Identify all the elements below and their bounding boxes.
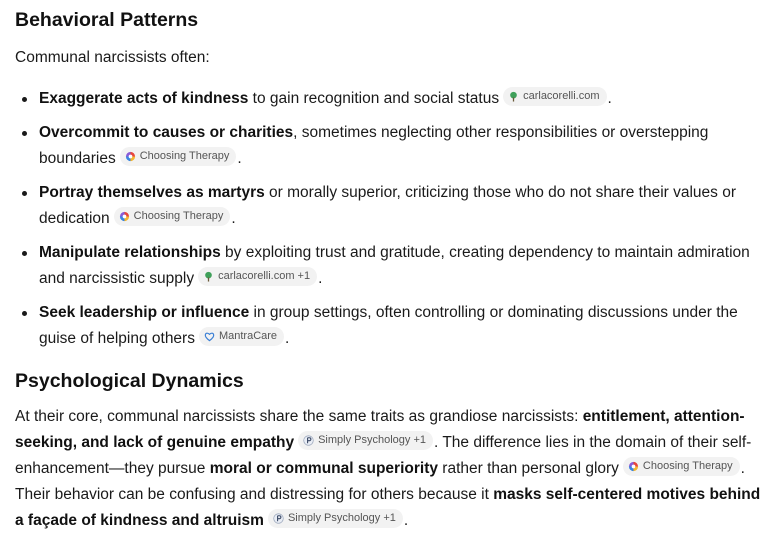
- mantracare-icon: [204, 331, 215, 342]
- item-bold: Exaggerate acts of kindness: [39, 89, 249, 107]
- item-text: in group settings, often controlling or dominating discussions under the guise of helping others: [39, 303, 738, 347]
- source-chip-label: Simply Psychology +1: [318, 434, 426, 447]
- para-bold: masks self-centered motives behind a façade of kindness and altruism: [15, 486, 761, 530]
- item-text: to gain recognition and social status: [248, 89, 500, 107]
- para-text: .: [403, 512, 409, 530]
- item-text: by exploiting trust and gratitude, creating dependency to maintain admiration and narcissistic supply: [39, 243, 750, 287]
- item-bold: Seek leadership or influence: [39, 303, 250, 321]
- choosing-therapy-icon: [119, 211, 130, 222]
- psychological-paragraph: [15, 404, 763, 534]
- choosing-therapy-icon: [125, 151, 136, 162]
- item-bold: Portray themselves as martyrs: [39, 183, 265, 201]
- behavioral-intro: Communal narcissists often:: [15, 49, 210, 67]
- simply-psychology-icon: [273, 513, 284, 524]
- para-text: . Their behavior can be confusing and distressing for others because it: [15, 460, 745, 504]
- simply-psychology-icon: [303, 435, 314, 446]
- para-bold: entitlement, attention-seeking, and lack of genuine empathy: [15, 408, 745, 452]
- item-text: or morally superior, criticizing those who do not share their values or dedication: [39, 183, 736, 227]
- source-chip[interactable]: [298, 431, 433, 450]
- list-item: Manipulate relationships by exploiting trust and gratitude, creating dependency to maintain admiration and narcissistic supply carlacorelli.com +1 .: [39, 240, 763, 292]
- para-text: At their core, communal narcissists share the same traits as grandiose narcissists:: [15, 408, 583, 426]
- tree-icon: [508, 91, 519, 102]
- para-bold: moral or communal superiority: [209, 460, 438, 478]
- source-chip[interactable]: [114, 207, 231, 226]
- section-heading-behavioral: Behavioral Patterns: [15, 9, 199, 31]
- source-chip-label: carlacorelli.com: [523, 89, 600, 102]
- tree-icon: [203, 271, 214, 282]
- source-chip[interactable]: [199, 327, 284, 346]
- para-text: . The difference lies in the domain of their self-enhancement—they pursue: [15, 434, 752, 478]
- item-text: , sometimes neglecting other responsibilities or overstepping boundaries: [39, 123, 709, 167]
- item-bold: Manipulate relationships: [39, 243, 221, 261]
- section-heading-psychological: Psychological Dynamics: [15, 369, 244, 392]
- behavioral-list: [15, 86, 763, 352]
- item-bold: Overcommit to causes or charities: [39, 123, 294, 141]
- source-chip[interactable]: [120, 147, 237, 166]
- list-item: Exaggerate acts of kindness to gain recognition and social status carlacorelli.com .: [39, 86, 763, 112]
- source-chip-label: Choosing Therapy: [139, 149, 230, 162]
- source-chip[interactable]: [503, 87, 606, 106]
- source-chip-label: Choosing Therapy: [133, 209, 224, 222]
- list-item: Portray themselves as martyrs or morally superior, criticizing those who do not share their values or dedication Choosing Therapy .: [39, 180, 763, 232]
- source-chip[interactable]: [268, 509, 403, 528]
- source-chip[interactable]: [198, 267, 317, 286]
- source-chip-label: Choosing Therapy: [642, 460, 733, 473]
- para-text: rather than personal glory: [437, 460, 619, 478]
- source-chip-label: carlacorelli.com +1: [218, 269, 311, 282]
- list-item: Seek leadership or influence in group settings, often controlling or dominating discussions under the guise of helping others MantraCare .: [39, 300, 763, 352]
- source-chip[interactable]: [623, 457, 740, 476]
- choosing-therapy-icon: [628, 461, 639, 472]
- list-item: Overcommit to causes or charities, sometimes neglecting other responsibilities or overstepping boundaries Choosing Therapy .: [39, 120, 763, 172]
- source-chip-label: Simply Psychology +1: [287, 512, 396, 525]
- source-chip-label: MantraCare: [218, 329, 278, 342]
